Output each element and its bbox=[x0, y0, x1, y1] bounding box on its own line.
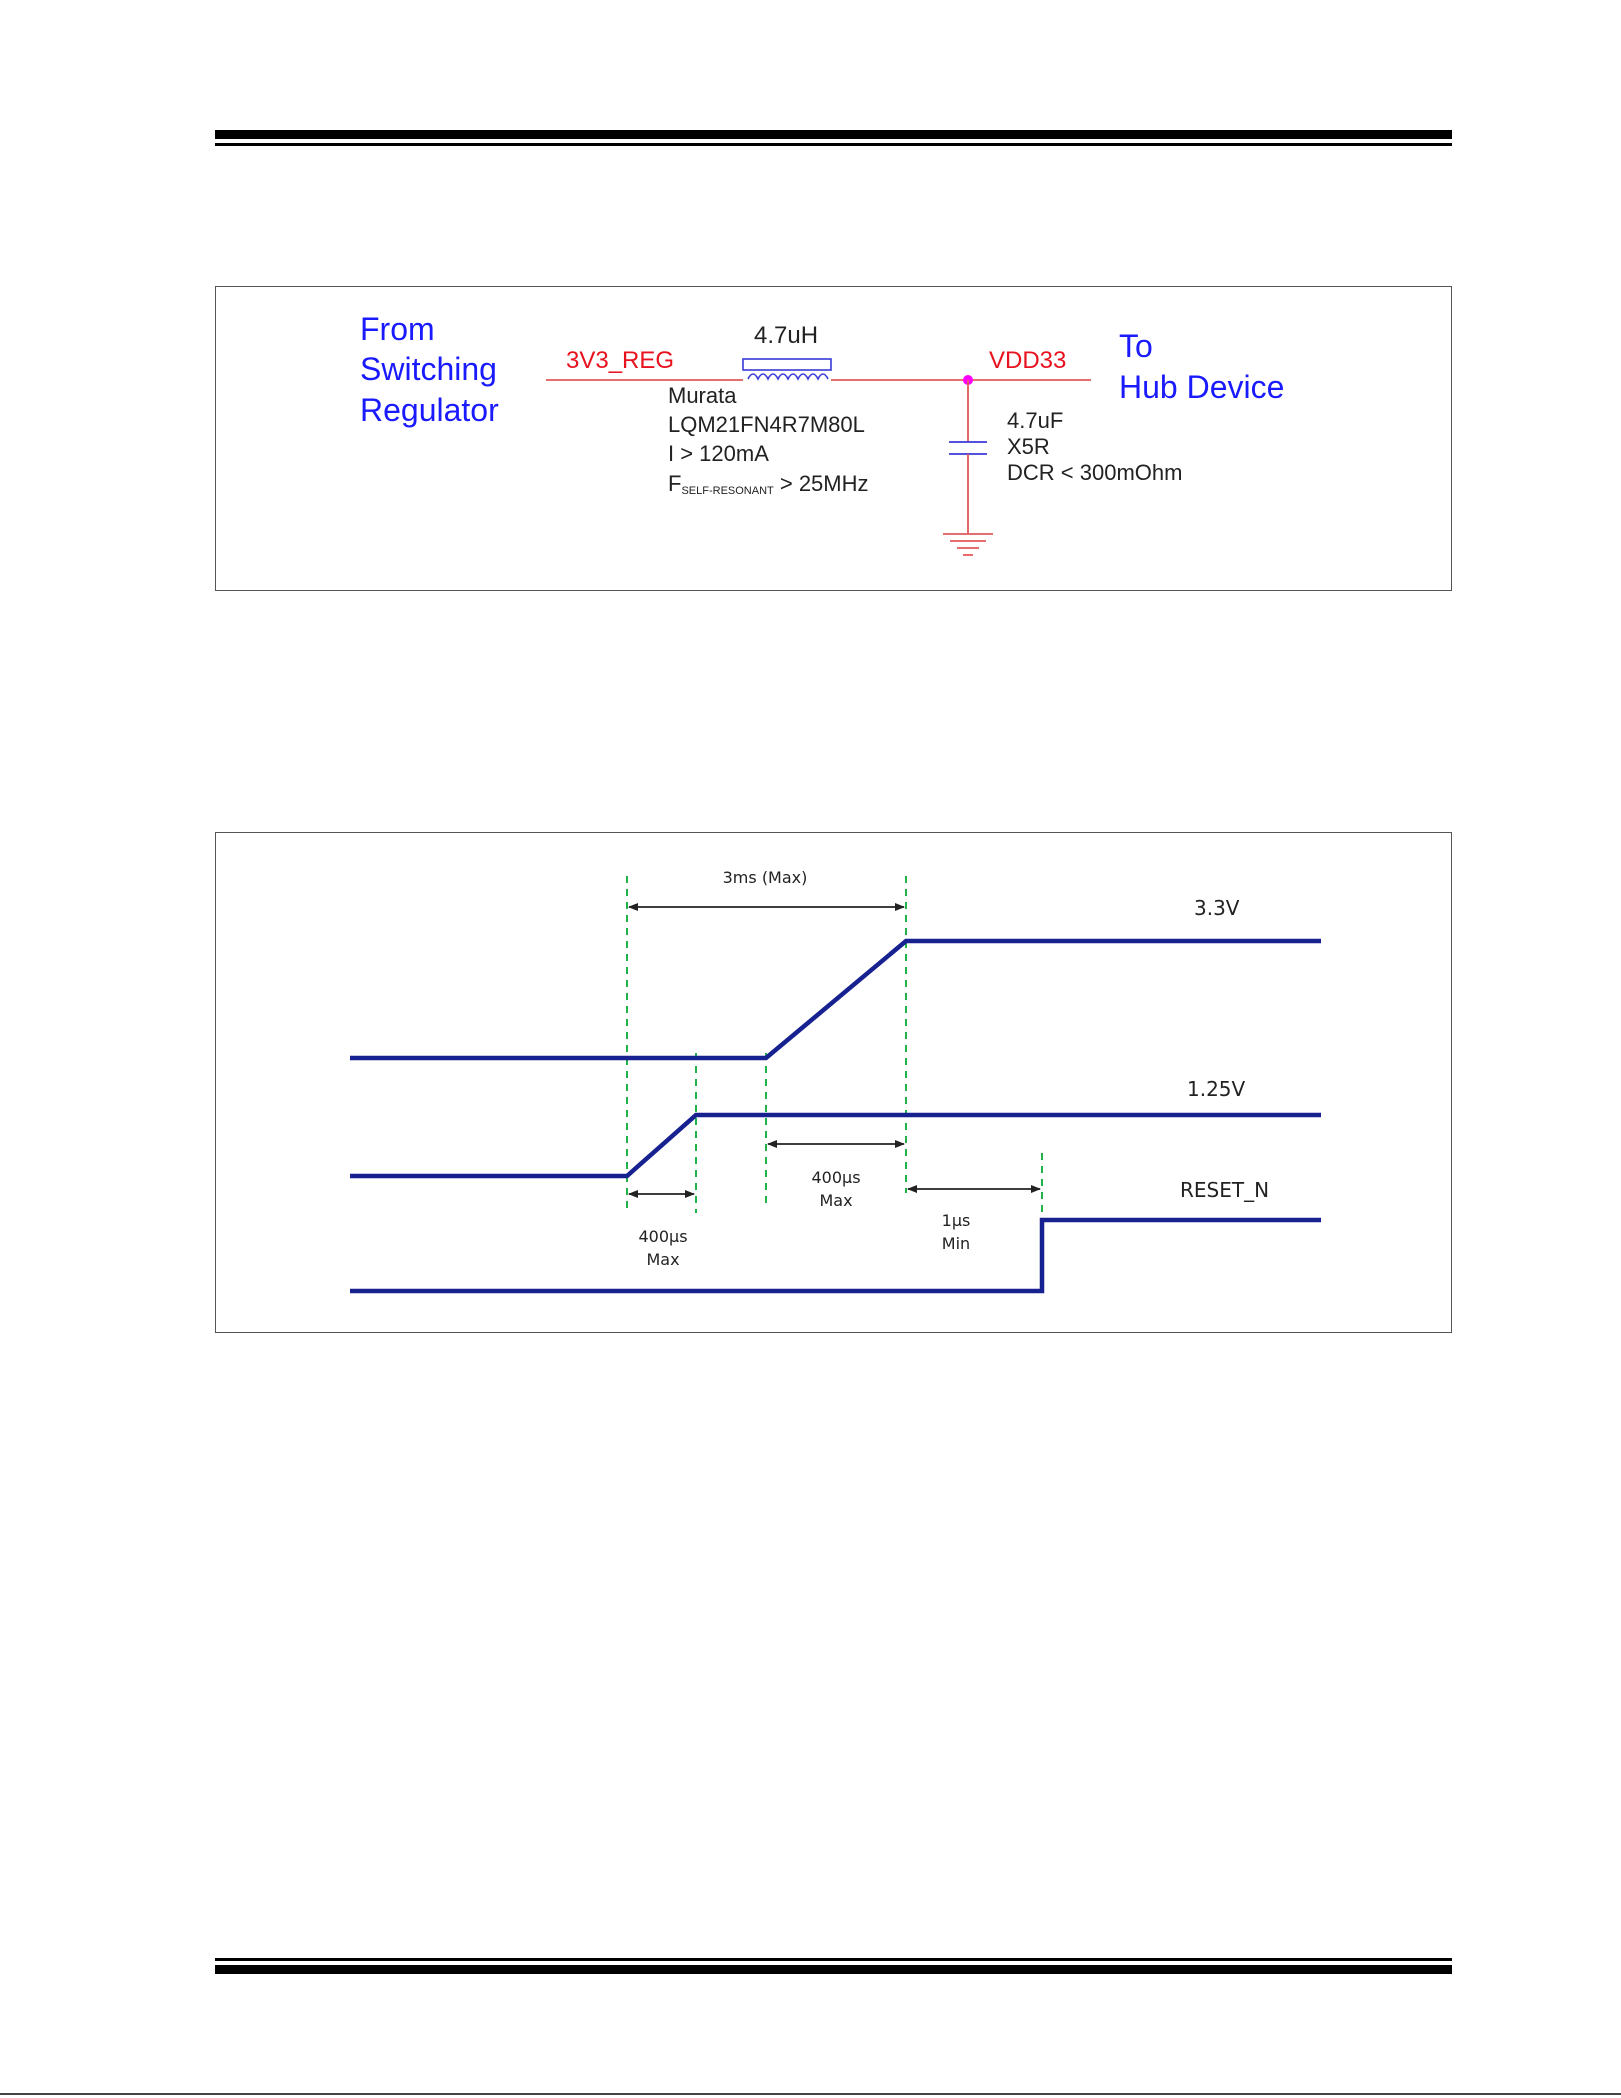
footer-rule-thick bbox=[215, 1965, 1452, 1974]
inductor-part: LQM21FN4R7M80L bbox=[668, 412, 865, 437]
power-sequence-timing-diagram bbox=[215, 832, 1452, 1333]
from-label-line-1: From bbox=[360, 311, 435, 347]
srf-suffix: > 25MHz bbox=[773, 471, 869, 496]
power-filter-schematic bbox=[215, 286, 1452, 591]
footer-rule-thin bbox=[215, 1958, 1452, 1961]
to-label-line-2: Hub Device bbox=[1119, 369, 1285, 405]
from-label-line-3: Regulator bbox=[360, 392, 499, 428]
srf-subscript: SELF-RESONANT bbox=[681, 485, 774, 497]
timing-svg bbox=[216, 833, 1453, 1334]
inductor-value: 4.7uH bbox=[754, 322, 819, 349]
from-label-line-2: Switching bbox=[360, 351, 497, 387]
signal-label-3v3: 3.3V bbox=[1194, 896, 1240, 920]
annot-ramp-33-line-2: Max bbox=[819, 1191, 853, 1210]
ground-icon bbox=[943, 534, 993, 555]
cap-dielectric: X5R bbox=[1007, 434, 1050, 459]
trace-reset-n bbox=[350, 1220, 1321, 1291]
to-label-line-1: To bbox=[1119, 328, 1153, 364]
trace-1v25 bbox=[350, 1115, 1321, 1176]
signal-label-1v25: 1.25V bbox=[1187, 1077, 1246, 1101]
trace-3v3 bbox=[350, 941, 1321, 1058]
inductor-symbol bbox=[743, 359, 831, 379]
header-rule-thin bbox=[215, 143, 1452, 146]
annot-ramp-33-line-1: 400μs bbox=[811, 1168, 861, 1187]
srf-prefix: F bbox=[668, 471, 682, 496]
annot-reset-line-2: Min bbox=[941, 1234, 971, 1253]
annot-total: 3ms (Max) bbox=[722, 868, 808, 887]
cap-value: 4.7uF bbox=[1007, 408, 1064, 433]
page-bottom-edge bbox=[0, 2093, 1621, 2095]
inductor-srf bbox=[668, 471, 869, 497]
schematic-svg bbox=[216, 287, 1453, 592]
net-out-label: VDD33 bbox=[989, 347, 1067, 374]
inductor-maker: Murata bbox=[668, 383, 737, 408]
annot-ramp-125-line-2: Max bbox=[646, 1250, 680, 1269]
annot-ramp-125-line-1: 400μs bbox=[638, 1227, 688, 1246]
cap-dcr: DCR < 300mOhm bbox=[1007, 460, 1183, 485]
net-in-label: 3V3_REG bbox=[566, 347, 675, 374]
header-rule-thick bbox=[215, 130, 1452, 139]
signal-label-reset-n: RESET_N bbox=[1180, 1178, 1270, 1202]
inductor-current: I > 120mA bbox=[668, 441, 769, 466]
annot-reset-line-1: 1μs bbox=[941, 1211, 971, 1230]
